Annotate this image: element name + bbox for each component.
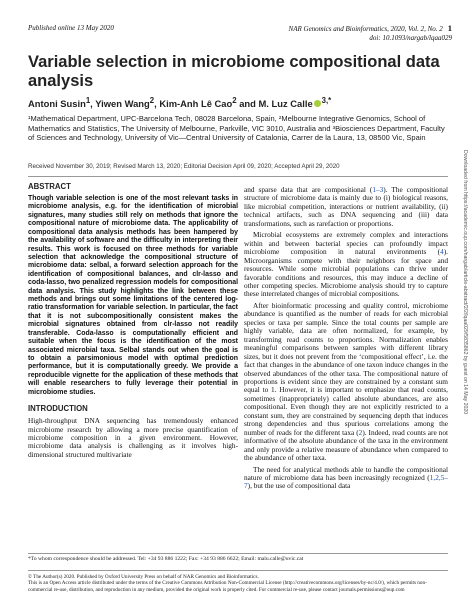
abstract-text: Though variable selection is one of the most relevant tasks in microbiome analysis, e.g. for the identification of microbial signatures, many studies still rely on methods that ignore the compositional nature of microbiome data. The applicability of compositional data analysis methods has been hampered by the availability of software and the difficulty in interpreting their results. This work is focused on three methods for variable selection that acknowledge the compositional structure of microbiome data: selbal, a forward selection approach for the identification of compositional balances, and clr-lasso and coda-lasso, two penalized regression models for compositional data analysis. This study highlights the link between these methods and brings out some limitations of the centered log-ratio transformation for variable selection. In particular, the fact that it is not subcompositionally consistent makes the microbial signatures obtained from clr-lasso not readily transferable. Coda-lasso is computationally efficient and suitable when the focus is the identification of the most associated microbial taxa. Selbal stands out when the goal is to obtain a parsimonious model with optimal prediction performance, but it is computationally greedy. We provide a reproducible vignette for the application of these methods that will enable researchers to fully leverage their potential in microbiome studies. xyxy=(28,195,238,396)
affiliations: ¹Mathematical Department, UPC-Barcelona Tech, 08028 Barcelona, Spain, ²Melbourne Integrative Genomics, School of Mathematics and Statistics, The University of Melbourne, Parkville, VIC 3010, Australia and ³Biosciences Department, Faculty of Sciences and Technology, University of Vic—Central University of Catalonia, Carrer de la Laura, 13, 08500 Vic, Spain xyxy=(28,114,445,142)
paragraph: After bioinformatic processing and quality control, microbiome abundance is quantified as the number of reads for each microbial species or taxa per sample. Since the total counts per sample are highly variable, data are often normalized, for example, by transforming read counts to proportions. Normalization enables meaningful comparisons between samples with different library sizes, but it does not prevent from the ‘compositional effect’, i.e. the fact that changes in the abundance of one taxon induce changes in the observed abundances of the other taxa. The compositional nature of proportions is evident since they are constrained by a constant sum equal to 1. However, it is important to emphasize that read counts, sometimes (inappropriately) called absolute abundances, are also compositional. Even though they are not explicitly restricted to a constant sum, they are constrained by sequencing depth that induces strong dependencies and thus spurious correlations among the number of reads for the different taxa (2). Indeed, read counts are not informative of the absolute abundance of the taxa in the environment and only provide a relative measure of abundance when compared to the abundance of other taxa. xyxy=(244,300,449,463)
doi: doi: 10.1093/nargab/lqaa029 xyxy=(369,34,452,42)
paragraph: Microbial ecosystems are extremely complex and interactions within and between bacterial species can profoundly impact microbiome composition in natural environments (4). Microorganisms compete with their neighbors for space and resources. While some microbial populations can thrive under favorable conditions and resources, this may induce a decline of other competing species. Microbiome analysis should try to capture these interrelated changes of microbial compositions. xyxy=(244,230,448,299)
author-affiliation-marker: 2 xyxy=(232,96,237,105)
left-column xyxy=(28,182,238,459)
citation-link[interactable]: 1,2,5–7 xyxy=(244,472,448,491)
author-name[interactable]: M. Luz Calle xyxy=(258,98,313,110)
article-title: Variable selection in microbiome compositional data analysis xyxy=(28,53,440,90)
citation-link[interactable]: 2 xyxy=(358,427,363,437)
author-affiliation-marker: 3,* xyxy=(321,96,332,105)
download-watermark xyxy=(459,150,469,450)
journal-header xyxy=(289,24,452,43)
author-name[interactable]: Kim-Anh Lê Cao xyxy=(159,98,233,110)
citation-link[interactable]: 1–3 xyxy=(372,185,384,194)
author-affiliation-marker: 1 xyxy=(85,96,91,105)
correspondence-footnote: *To whom correspondence should be addressed. Tel: +34 93 886 1222; Fax: +34 93 886 6622; Email: malu.calle@uvic.cat xyxy=(28,553,448,562)
author-name[interactable]: Antoni Susin xyxy=(28,98,86,110)
journal-citation: NAR Genomics and Bioinformatics, 2020, Vol. 2, No. 2 xyxy=(288,25,443,33)
author-list: Antoni Susin$^1$, Yiwen Wang$^2$, Kim-Anh Lê Cao$^2$ and M. Luz Calle $^{3,*}$ xyxy=(28,96,332,110)
license-text: This is an Open Access article distributed under the terms of the Creative Commons Attribution Non-Commercial License (http://creativecommons.org/licenses/by-nc/4.0/), which permits non-commercial re-use, distribution, and reproduction in any medium, provided the original work is properly cited. For commercial re-use, please contact journals.permissions@oup.com xyxy=(28,580,427,593)
article-dates: Received November 30, 2019; Revised March 13, 2020; Editorial Decision April 09, 2020; Accepted April 29, 2020 xyxy=(28,163,448,177)
introduction-heading: INTRODUCTION xyxy=(28,404,88,414)
download-watermark-text[interactable]: Downloaded from https://academic.oup.com/nargab/article-abstract/2/2/lqaa029/5835862 by guest on 14 May 2020 xyxy=(462,150,468,415)
orcid-icon[interactable] xyxy=(314,100,321,107)
copyright-line: © The Author(s) 2020. Published by Oxford University Press on behalf of NAR Genomics and Bioinformatics. xyxy=(28,574,259,580)
published-date: Published online 13 May 2020 xyxy=(28,24,114,32)
abstract-heading: ABSTRACT xyxy=(28,182,71,191)
author-name[interactable]: Yiwen Wang xyxy=(95,98,150,110)
introduction-text: High-throughput DNA sequencing has tremendously enhanced microbiome research by allowing a more precise quantification of microbiome composition in a given environment. However, microbiome data analysis is challenging as it involves high-dimensional structured multivariate xyxy=(28,416,238,459)
page-number: 1 xyxy=(447,23,452,33)
right-column xyxy=(244,186,448,491)
copyright-notice xyxy=(28,570,448,593)
paragraph: and sparse data that are compositional (1–3). The compositional structure of microbiome data is mainly due to (i) biological reasons, like microbial competition, interactions or nutrient availability, (ii) technical artifacts, such as DNA sequencing and (iii) data transformations, such as rarefaction or proportions. xyxy=(244,185,448,228)
paragraph: The need for analytical methods able to handle the compositional nature of microbiome data has been increasingly recognized (1,2,5–7), but the use of compositional data xyxy=(244,464,448,491)
author-affiliation-marker: 2 xyxy=(149,96,155,105)
citation-link[interactable]: 4 xyxy=(440,247,444,257)
